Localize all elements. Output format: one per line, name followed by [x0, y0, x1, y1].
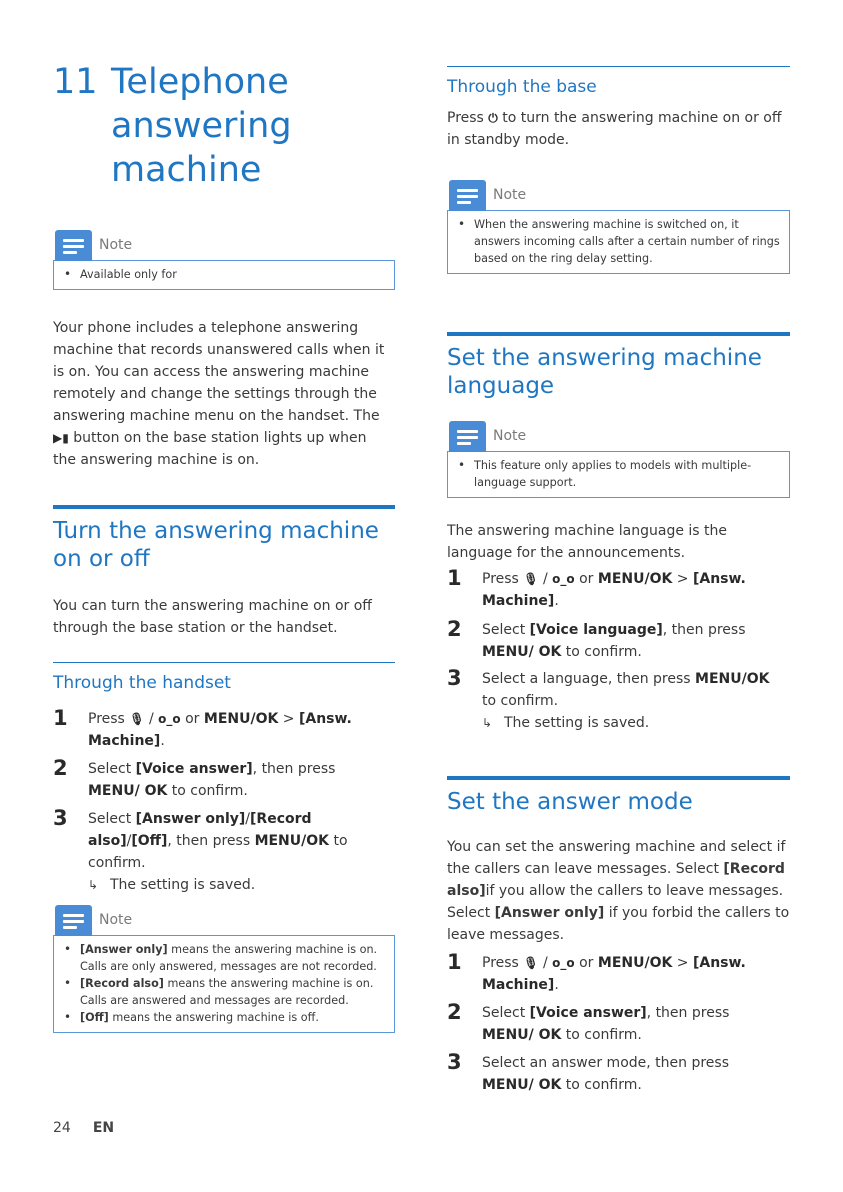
section-heading-answer-mode: Set the answer mode	[447, 776, 790, 816]
note-label: Note	[99, 912, 133, 928]
turn-paragraph: You can turn the answering machine on or off through the base station or the handset.	[53, 598, 372, 636]
note-label: Note	[493, 428, 527, 444]
chapter-number: 11	[53, 62, 98, 102]
note-item: • [Answer only] means the answering machine is on. Calls are only answered, messages are not recorded.	[62, 941, 386, 975]
note-label: Note	[493, 187, 527, 203]
note-icon	[449, 421, 486, 452]
chapter-heading: Telephone answering machine	[111, 62, 292, 190]
answer-mode-step-3: 3 Select an answer mode, then press MENU/ OK to confirm.	[447, 1050, 729, 1093]
answer-mode-step-2: 2 Select [Voice answer], then press MENU/ OK to confirm.	[447, 1000, 730, 1043]
language-paragraph: The answering machine language is the language for the announcements.	[447, 523, 728, 561]
answer-mode-step-1: 1 Press 🎙 / ᴏ_ᴏ or MENU/OK > [Answ. Machine].	[447, 950, 746, 993]
note-item: • This feature only applies to models with multiple-language support.	[456, 457, 781, 491]
section-heading-turn: Turn the answering machine on or off	[53, 505, 395, 573]
result-arrow-icon: ↳	[482, 716, 493, 730]
base-paragraph: Press ⏻ to turn the answering machine on or off in standby mode.	[447, 107, 782, 151]
answering-machine-icon: ᴏ_ᴏ	[552, 956, 575, 970]
answering-machine-icon: ᴏ_ᴏ	[552, 572, 575, 586]
step-result: ↳ The setting is saved.	[482, 712, 782, 734]
subheading-base: Through the base	[447, 66, 790, 99]
note-language	[447, 421, 790, 498]
language-step-2: 2 Select [Voice language], then press MENU/ OK to confirm.	[447, 617, 746, 660]
note-icon	[449, 180, 486, 211]
mic-mute-icon: 🎙	[129, 712, 145, 726]
subheading-handset: Through the handset	[53, 662, 395, 695]
page-number: 24	[53, 1120, 71, 1136]
language-code: EN	[92, 1120, 115, 1136]
note-icon	[55, 230, 92, 261]
language-step-1: 1 Press 🎙 / ᴏ_ᴏ or MENU/OK > [Answ. Machine].	[447, 566, 746, 609]
note-item: • Available only for	[62, 266, 386, 283]
result-arrow-icon: ↳	[88, 878, 99, 892]
note-answer-modes	[53, 905, 395, 1033]
note-ring-delay	[447, 180, 790, 274]
note-icon	[55, 905, 92, 936]
page-footer	[53, 1120, 114, 1136]
mic-mute-icon: 🎙	[523, 956, 539, 970]
intro-paragraph: Your phone includes a telephone answering machine that records unanswered calls when it is on. You can access the answering machine remotely and change the settings through the answering machine menu on the handset. The ▶▮ button on the base station lights up when the answering machine is on.	[53, 320, 385, 468]
power-icon: ⏻	[488, 111, 498, 125]
section-heading-language: Set the answering machine language	[447, 332, 790, 400]
note-item: • When the answering machine is switched on, it answers incoming calls after a certain number of rings based on the ring delay setting.	[456, 216, 781, 267]
note-item: • [Record also] means the answering machine is on. Calls are answered and messages are recorded.	[62, 975, 386, 1009]
mic-mute-icon: 🎙	[523, 572, 539, 586]
play-pause-icon: ▶▮	[53, 431, 69, 445]
handset-step-2: 2 Select [Voice answer], then press MENU/ OK to confirm.	[53, 756, 336, 799]
note-item: • [Off] means the answering machine is off.	[62, 1009, 386, 1026]
step-result: ↳ The setting is saved.	[88, 874, 388, 896]
handset-step-1: 1 Press 🎙 / ᴏ_ᴏ or MENU/OK > [Answ. Machine].	[53, 706, 352, 749]
language-step-3: 3 Select a language, then press MENU/OK to confirm. ↳ The setting is saved.	[447, 668, 790, 734]
answering-machine-icon: ᴏ_ᴏ	[158, 712, 181, 726]
handset-step-3: 3 Select [Answer only]/[Record also]/[Off], then press MENU/OK to confirm. ↳ The setting is saved.	[53, 808, 395, 874]
note-label: Note	[99, 237, 133, 253]
note-availability	[53, 230, 395, 290]
answer-mode-paragraph: You can set the answering machine and select if the callers can leave messages. Select [Record also]if you allow the callers to leave messages. Select [Answer only] if you forbid the callers to leave messages.	[447, 839, 790, 943]
